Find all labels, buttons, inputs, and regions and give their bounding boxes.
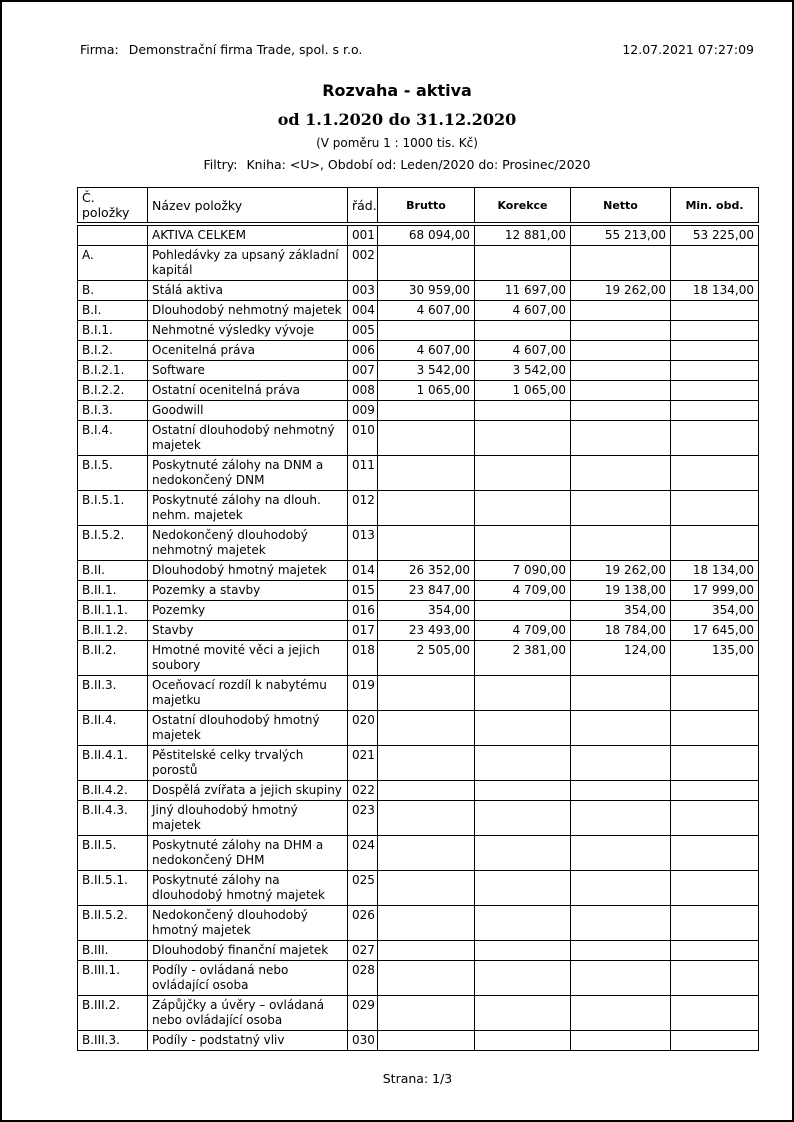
item-min-obd-cell: 53 225,00: [671, 224, 759, 246]
item-korekce-cell: [475, 711, 571, 746]
item-min-obd-cell: [671, 781, 759, 801]
col-header-netto: Netto: [571, 188, 671, 225]
item-netto-cell: [571, 421, 671, 456]
item-code-cell: B.I.5.: [78, 456, 148, 491]
item-code-cell: B.I.5.1.: [78, 491, 148, 526]
item-brutto-cell: 23 493,00: [378, 621, 475, 641]
item-brutto-cell: 26 352,00: [378, 561, 475, 581]
table-row: [78, 246, 759, 281]
item-code-cell: B.I.5.2.: [78, 526, 148, 561]
item-korekce-cell: [475, 321, 571, 341]
company-name: Demonstrační firma Trade, spol. s r.o.: [128, 42, 363, 57]
item-korekce-cell: [475, 456, 571, 491]
item-code-cell: B.II.1.: [78, 581, 148, 601]
item-min-obd-cell: [671, 301, 759, 321]
item-name-cell: Podíly - podstatný vliv: [148, 1031, 348, 1051]
table-row: [78, 456, 759, 491]
document-header: [80, 42, 754, 57]
item-code-cell: B.: [78, 281, 148, 301]
item-code-cell: B.I.: [78, 301, 148, 321]
item-korekce-cell: [475, 781, 571, 801]
item-korekce-cell: 2 381,00: [475, 641, 571, 676]
item-code-cell: B.I.3.: [78, 401, 148, 421]
company-label: Firma:: [80, 42, 119, 57]
item-line-number-cell: 028: [348, 961, 378, 996]
item-brutto-cell: [378, 321, 475, 341]
item-korekce-cell: 4 607,00: [475, 301, 571, 321]
item-netto-cell: [571, 401, 671, 421]
table-row: [78, 281, 759, 301]
item-korekce-cell: 3 542,00: [475, 361, 571, 381]
item-netto-cell: 124,00: [571, 641, 671, 676]
table-row: [78, 621, 759, 641]
item-netto-cell: 55 213,00: [571, 224, 671, 246]
item-name-cell: Nehmotné výsledky vývoje: [148, 321, 348, 341]
item-brutto-cell: [378, 871, 475, 906]
balance-sheet-table: [77, 187, 759, 1051]
item-line-number-cell: 020: [348, 711, 378, 746]
item-brutto-cell: 3 542,00: [378, 361, 475, 381]
table-header: [78, 188, 759, 225]
item-name-cell: Stálá aktiva: [148, 281, 348, 301]
item-code-cell: B.III.3.: [78, 1031, 148, 1051]
report-title: Rozvaha - aktiva: [322, 81, 472, 100]
item-netto-cell: [571, 1031, 671, 1051]
item-line-number-cell: 030: [348, 1031, 378, 1051]
item-korekce-cell: [475, 246, 571, 281]
item-code-cell: B.II.4.2.: [78, 781, 148, 801]
item-code-cell: B.I.2.1.: [78, 361, 148, 381]
item-code-cell: B.III.2.: [78, 996, 148, 1031]
item-line-number-cell: 004: [348, 301, 378, 321]
item-name-cell: AKTIVA CELKEM: [148, 224, 348, 246]
item-name-cell: Stavby: [148, 621, 348, 641]
item-brutto-cell: [378, 456, 475, 491]
item-line-number-cell: 007: [348, 361, 378, 381]
table-row: [78, 711, 759, 746]
item-min-obd-cell: [671, 381, 759, 401]
table-row: [78, 421, 759, 456]
item-min-obd-cell: [671, 246, 759, 281]
item-min-obd-cell: 354,00: [671, 601, 759, 621]
item-brutto-cell: [378, 961, 475, 996]
page-number: Strana: 1/3: [382, 1071, 453, 1086]
item-netto-cell: [571, 301, 671, 321]
item-brutto-cell: [378, 836, 475, 871]
item-brutto-cell: [378, 906, 475, 941]
item-korekce-cell: 12 881,00: [475, 224, 571, 246]
item-brutto-cell: 30 959,00: [378, 281, 475, 301]
ratio-note: (V poměru 1 : 1000 tis. Kč): [316, 136, 478, 150]
item-korekce-cell: [475, 1031, 571, 1051]
item-netto-cell: [571, 961, 671, 996]
item-name-cell: Dlouhodobý hmotný majetek: [148, 561, 348, 581]
item-code-cell: B.I.1.: [78, 321, 148, 341]
item-netto-cell: [571, 361, 671, 381]
item-min-obd-cell: [671, 676, 759, 711]
item-netto-cell: [571, 321, 671, 341]
item-line-number-cell: 015: [348, 581, 378, 601]
item-name-cell: Dlouhodobý finanční majetek: [148, 941, 348, 961]
item-code-cell: B.II.2.: [78, 641, 148, 676]
item-line-number-cell: 012: [348, 491, 378, 526]
item-name-cell: Pozemky: [148, 601, 348, 621]
item-code-cell: B.II.4.3.: [78, 801, 148, 836]
item-korekce-cell: [475, 491, 571, 526]
item-name-cell: Oceňovací rozdíl k nabytému majetku: [148, 676, 348, 711]
print-timestamp: 12.07.2021 07:27:09: [622, 42, 754, 57]
item-name-cell: Dospělá zvířata a jejich skupiny: [148, 781, 348, 801]
col-header-brutto: Brutto: [378, 188, 475, 225]
item-code-cell: B.I.2.: [78, 341, 148, 361]
item-netto-cell: [571, 456, 671, 491]
item-brutto-cell: 23 847,00: [378, 581, 475, 601]
item-brutto-cell: [378, 421, 475, 456]
item-code-cell: B.II.4.1.: [78, 746, 148, 781]
item-korekce-cell: [475, 676, 571, 711]
item-min-obd-cell: [671, 871, 759, 906]
table-row: [78, 871, 759, 906]
item-korekce-cell: [475, 746, 571, 781]
item-line-number-cell: 013: [348, 526, 378, 561]
item-code-cell: B.II.5.1.: [78, 871, 148, 906]
item-line-number-cell: 025: [348, 871, 378, 906]
item-code-cell: B.II.5.2.: [78, 906, 148, 941]
item-netto-cell: [571, 801, 671, 836]
col-header-name: Název položky: [148, 188, 348, 225]
table-row: [78, 561, 759, 581]
item-brutto-cell: [378, 996, 475, 1031]
item-korekce-cell: [475, 961, 571, 996]
item-min-obd-cell: [671, 906, 759, 941]
table-row: [78, 676, 759, 711]
item-name-cell: Ocenitelná práva: [148, 341, 348, 361]
item-code-cell: [78, 224, 148, 246]
company-line: [80, 42, 362, 57]
report-period: od 1.1.2020 do 31.12.2020: [277, 110, 517, 129]
item-line-number-cell: 024: [348, 836, 378, 871]
item-code-cell: B.II.3.: [78, 676, 148, 711]
filters-value: Kniha: <U>, Období od: Leden/2020 do: Prosinec/2020: [246, 157, 591, 172]
item-korekce-cell: [475, 526, 571, 561]
item-code-cell: B.II.4.: [78, 711, 148, 746]
item-netto-cell: [571, 381, 671, 401]
table-row: [78, 1031, 759, 1051]
item-netto-cell: [571, 341, 671, 361]
table-row: [78, 836, 759, 871]
item-netto-cell: [571, 941, 671, 961]
item-min-obd-cell: [671, 526, 759, 561]
item-brutto-cell: [378, 526, 475, 561]
item-netto-cell: [571, 526, 671, 561]
item-min-obd-cell: [671, 361, 759, 381]
item-min-obd-cell: [671, 401, 759, 421]
item-korekce-cell: 7 090,00: [475, 561, 571, 581]
table-body: [78, 224, 759, 1051]
table-row: [78, 581, 759, 601]
item-name-cell: Poskytnuté zálohy na DNM a nedokončený DNM: [148, 456, 348, 491]
item-brutto-cell: [378, 401, 475, 421]
item-line-number-cell: 022: [348, 781, 378, 801]
item-korekce-cell: 4 709,00: [475, 581, 571, 601]
col-header-code: Č. položky: [78, 188, 148, 225]
col-header-korekce: Korekce: [475, 188, 571, 225]
item-code-cell: B.III.: [78, 941, 148, 961]
item-line-number-cell: 014: [348, 561, 378, 581]
item-korekce-cell: [475, 601, 571, 621]
item-netto-cell: 19 262,00: [571, 281, 671, 301]
item-line-number-cell: 006: [348, 341, 378, 361]
item-line-number-cell: 021: [348, 746, 378, 781]
item-brutto-cell: 4 607,00: [378, 301, 475, 321]
table-row: [78, 361, 759, 381]
filters-label: Filtry:: [203, 157, 238, 172]
item-line-number-cell: 027: [348, 941, 378, 961]
item-line-number-cell: 005: [348, 321, 378, 341]
item-netto-cell: [571, 491, 671, 526]
col-header-line: řád.: [348, 188, 378, 225]
item-line-number-cell: 019: [348, 676, 378, 711]
table-row: [78, 491, 759, 526]
table-row: [78, 781, 759, 801]
item-netto-cell: [571, 746, 671, 781]
item-name-cell: Jiný dlouhodobý hmotný majetek: [148, 801, 348, 836]
item-name-cell: Hmotné movité věci a jejich soubory: [148, 641, 348, 676]
item-code-cell: B.II.1.1.: [78, 601, 148, 621]
item-min-obd-cell: 18 134,00: [671, 561, 759, 581]
table-row: [78, 321, 759, 341]
table-row: [78, 601, 759, 621]
item-name-cell: Nedokončený dlouhodobý hmotný majetek: [148, 906, 348, 941]
table-row: [78, 224, 759, 246]
item-line-number-cell: 010: [348, 421, 378, 456]
item-name-cell: Poskytnuté zálohy na dlouh. nehm. majetek: [148, 491, 348, 526]
item-korekce-cell: [475, 906, 571, 941]
item-netto-cell: [571, 996, 671, 1031]
item-korekce-cell: 1 065,00: [475, 381, 571, 401]
table-row: [78, 746, 759, 781]
item-name-cell: Pozemky a stavby: [148, 581, 348, 601]
item-netto-cell: [571, 906, 671, 941]
item-name-cell: Ostatní ocenitelná práva: [148, 381, 348, 401]
filters-line: [2, 157, 792, 172]
item-min-obd-cell: [671, 996, 759, 1031]
item-min-obd-cell: [671, 746, 759, 781]
item-korekce-cell: [475, 836, 571, 871]
item-line-number-cell: 026: [348, 906, 378, 941]
item-min-obd-cell: [671, 801, 759, 836]
item-code-cell: B.II.1.2.: [78, 621, 148, 641]
item-min-obd-cell: 17 645,00: [671, 621, 759, 641]
item-min-obd-cell: [671, 321, 759, 341]
table-row: [78, 641, 759, 676]
item-name-cell: Software: [148, 361, 348, 381]
item-min-obd-cell: 135,00: [671, 641, 759, 676]
item-min-obd-cell: [671, 711, 759, 746]
item-name-cell: Nedokončený dlouhodobý nehmotný majetek: [148, 526, 348, 561]
item-code-cell: B.I.4.: [78, 421, 148, 456]
item-line-number-cell: 011: [348, 456, 378, 491]
item-min-obd-cell: [671, 941, 759, 961]
item-min-obd-cell: [671, 836, 759, 871]
item-korekce-cell: [475, 996, 571, 1031]
item-name-cell: Pěstitelské celky trvalých porostů: [148, 746, 348, 781]
item-brutto-cell: 2 505,00: [378, 641, 475, 676]
item-name-cell: Pohledávky za upsaný základní kapitál: [148, 246, 348, 281]
item-netto-cell: [571, 836, 671, 871]
item-korekce-cell: [475, 871, 571, 906]
item-min-obd-cell: [671, 456, 759, 491]
item-netto-cell: [571, 676, 671, 711]
item-brutto-cell: 1 065,00: [378, 381, 475, 401]
item-korekce-cell: [475, 401, 571, 421]
item-name-cell: Goodwill: [148, 401, 348, 421]
item-line-number-cell: 002: [348, 246, 378, 281]
item-line-number-cell: 018: [348, 641, 378, 676]
item-code-cell: B.III.1.: [78, 961, 148, 996]
item-netto-cell: [571, 871, 671, 906]
item-name-cell: Poskytnuté zálohy na DHM a nedokončený DHM: [148, 836, 348, 871]
item-name-cell: Ostatní dlouhodobý hmotný majetek: [148, 711, 348, 746]
item-line-number-cell: 017: [348, 621, 378, 641]
item-brutto-cell: [378, 941, 475, 961]
title-block: [2, 81, 792, 172]
item-line-number-cell: 001: [348, 224, 378, 246]
item-code-cell: B.II.5.: [78, 836, 148, 871]
table-row: [78, 526, 759, 561]
item-netto-cell: [571, 246, 671, 281]
item-brutto-cell: 4 607,00: [378, 341, 475, 361]
item-korekce-cell: 4 607,00: [475, 341, 571, 361]
table-row: [78, 941, 759, 961]
item-korekce-cell: [475, 941, 571, 961]
item-line-number-cell: 029: [348, 996, 378, 1031]
item-min-obd-cell: 18 134,00: [671, 281, 759, 301]
item-brutto-cell: 68 094,00: [378, 224, 475, 246]
table-row: [78, 801, 759, 836]
item-code-cell: A.: [78, 246, 148, 281]
item-min-obd-cell: 17 999,00: [671, 581, 759, 601]
item-name-cell: Zápůjčky a úvěry – ovládaná nebo ovládající osoba: [148, 996, 348, 1031]
item-min-obd-cell: [671, 491, 759, 526]
item-korekce-cell: [475, 421, 571, 456]
item-line-number-cell: 009: [348, 401, 378, 421]
item-brutto-cell: [378, 746, 475, 781]
item-line-number-cell: 008: [348, 381, 378, 401]
item-name-cell: Podíly - ovládaná nebo ovládající osoba: [148, 961, 348, 996]
item-min-obd-cell: [671, 961, 759, 996]
item-korekce-cell: 4 709,00: [475, 621, 571, 641]
item-netto-cell: [571, 711, 671, 746]
table-header-row: [78, 188, 759, 225]
item-name-cell: Dlouhodobý nehmotný majetek: [148, 301, 348, 321]
item-code-cell: B.I.2.2.: [78, 381, 148, 401]
item-korekce-cell: 11 697,00: [475, 281, 571, 301]
item-netto-cell: 19 262,00: [571, 561, 671, 581]
col-header-min-obd: Min. obd.: [671, 188, 759, 225]
item-brutto-cell: 354,00: [378, 601, 475, 621]
item-min-obd-cell: [671, 341, 759, 361]
item-brutto-cell: [378, 781, 475, 801]
item-line-number-cell: 023: [348, 801, 378, 836]
item-name-cell: Poskytnuté zálohy na dlouhodobý hmotný majetek: [148, 871, 348, 906]
table-row: [78, 381, 759, 401]
item-code-cell: B.II.: [78, 561, 148, 581]
item-line-number-cell: 016: [348, 601, 378, 621]
item-brutto-cell: [378, 676, 475, 711]
table-row: [78, 401, 759, 421]
item-min-obd-cell: [671, 1031, 759, 1051]
item-line-number-cell: 003: [348, 281, 378, 301]
item-netto-cell: 18 784,00: [571, 621, 671, 641]
item-netto-cell: [571, 781, 671, 801]
item-name-cell: Ostatní dlouhodobý nehmotný majetek: [148, 421, 348, 456]
table-row: [78, 301, 759, 321]
item-brutto-cell: [378, 246, 475, 281]
item-brutto-cell: [378, 1031, 475, 1051]
item-brutto-cell: [378, 491, 475, 526]
item-korekce-cell: [475, 801, 571, 836]
item-brutto-cell: [378, 711, 475, 746]
table-row: [78, 341, 759, 361]
item-netto-cell: 354,00: [571, 601, 671, 621]
table-row: [78, 996, 759, 1031]
table-row: [78, 906, 759, 941]
table-row: [78, 961, 759, 996]
item-netto-cell: 19 138,00: [571, 581, 671, 601]
item-min-obd-cell: [671, 421, 759, 456]
item-brutto-cell: [378, 801, 475, 836]
